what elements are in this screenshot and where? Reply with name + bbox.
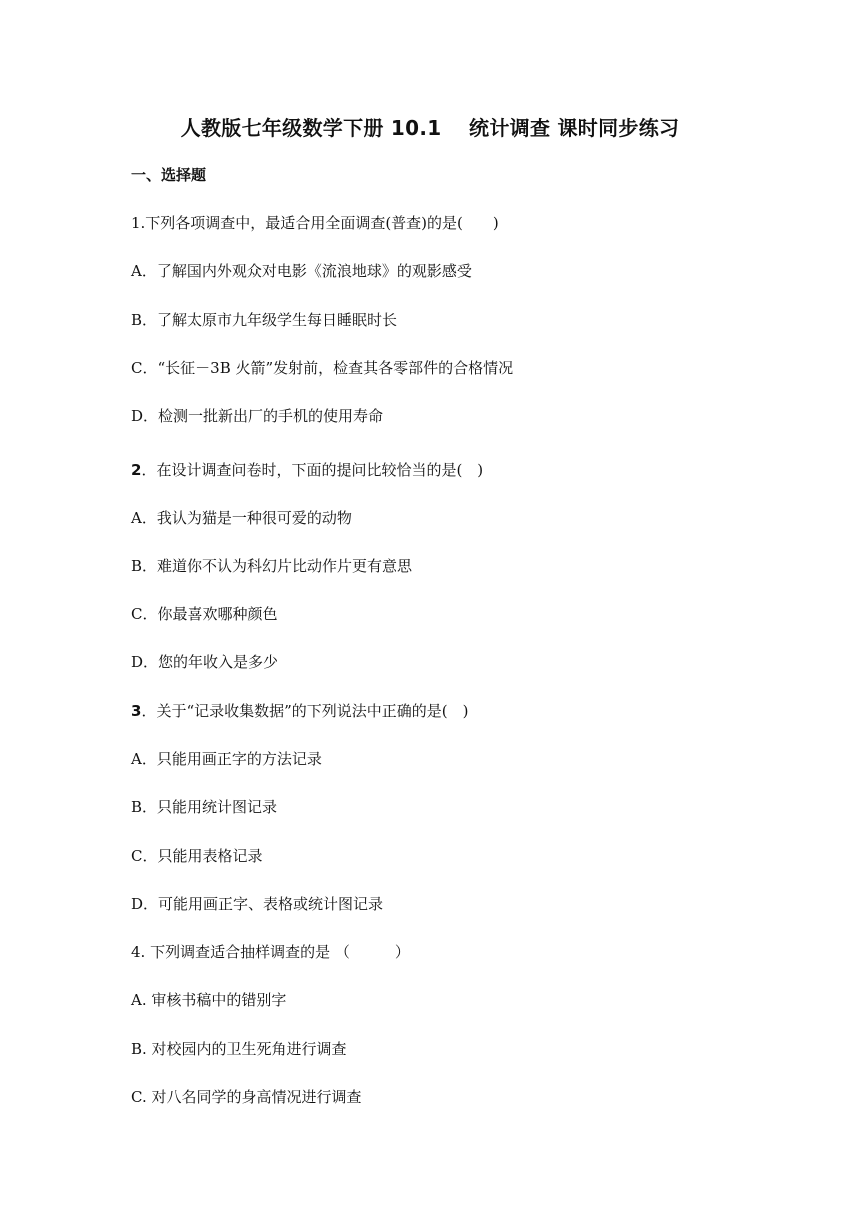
question-2-stem (131, 459, 483, 481)
question-2-option-a: A．我认为猫是一种很可爱的动物 (131, 509, 352, 527)
question-1-option-c: C．“长征－3B 火箭”发射前，检查其各零部件的合格情况 (131, 359, 514, 377)
question-2-option-c: C．你最喜欢哪种颜色 (131, 605, 278, 623)
question-3-stem (131, 700, 468, 722)
question-3-option-c: C．只能用表格记录 (131, 847, 263, 865)
question-2-option-d: D．您的年收入是多少 (131, 653, 279, 671)
question-1-stem: 1.下列各项调查中，最适合用全面调查(普查)的是( ) (131, 214, 499, 232)
document-title: 人教版七年级数学下册 10.1 统计调查 课时同步练习 (180, 116, 680, 140)
question-4-stem: 4. 下列调查适合抽样调查的是 （ ） (131, 943, 410, 961)
question-1-option-a: A．了解国内外观众对电影《流浪地球》的观影感受 (131, 262, 472, 280)
question-1-option-b: B．了解太原市九年级学生每日睡眠时长 (131, 311, 398, 329)
question-3-stem-text: ．关于“记录收集数据”的下列说法中正确的是( ) (141, 702, 469, 720)
question-2-option-b: B．难道你不认为科幻片比动作片更有意思 (131, 557, 413, 575)
question-3-option-a: A．只能用画正字的方法记录 (131, 750, 322, 768)
question-4-option-c: C. 对八名同学的身高情况进行调查 (131, 1088, 362, 1106)
question-3-number: 3 (131, 702, 142, 720)
section-heading: 一、选择题 (131, 166, 207, 184)
question-2-stem-text: ．在设计调查问卷时，下面的提问比较恰当的是( ) (141, 461, 484, 479)
question-4-option-a: A. 审核书稿中的错别字 (131, 991, 287, 1009)
question-3-option-b: B．只能用统计图记录 (131, 798, 278, 816)
question-3-option-d: D．可能用画正字、表格或统计图记录 (131, 895, 384, 913)
question-4-option-b: B. 对校园内的卫生死角进行调查 (131, 1040, 347, 1058)
question-2-number: 2 (131, 461, 142, 479)
question-1-option-d: D．检测一批新出厂的手机的使用寿命 (131, 407, 384, 425)
